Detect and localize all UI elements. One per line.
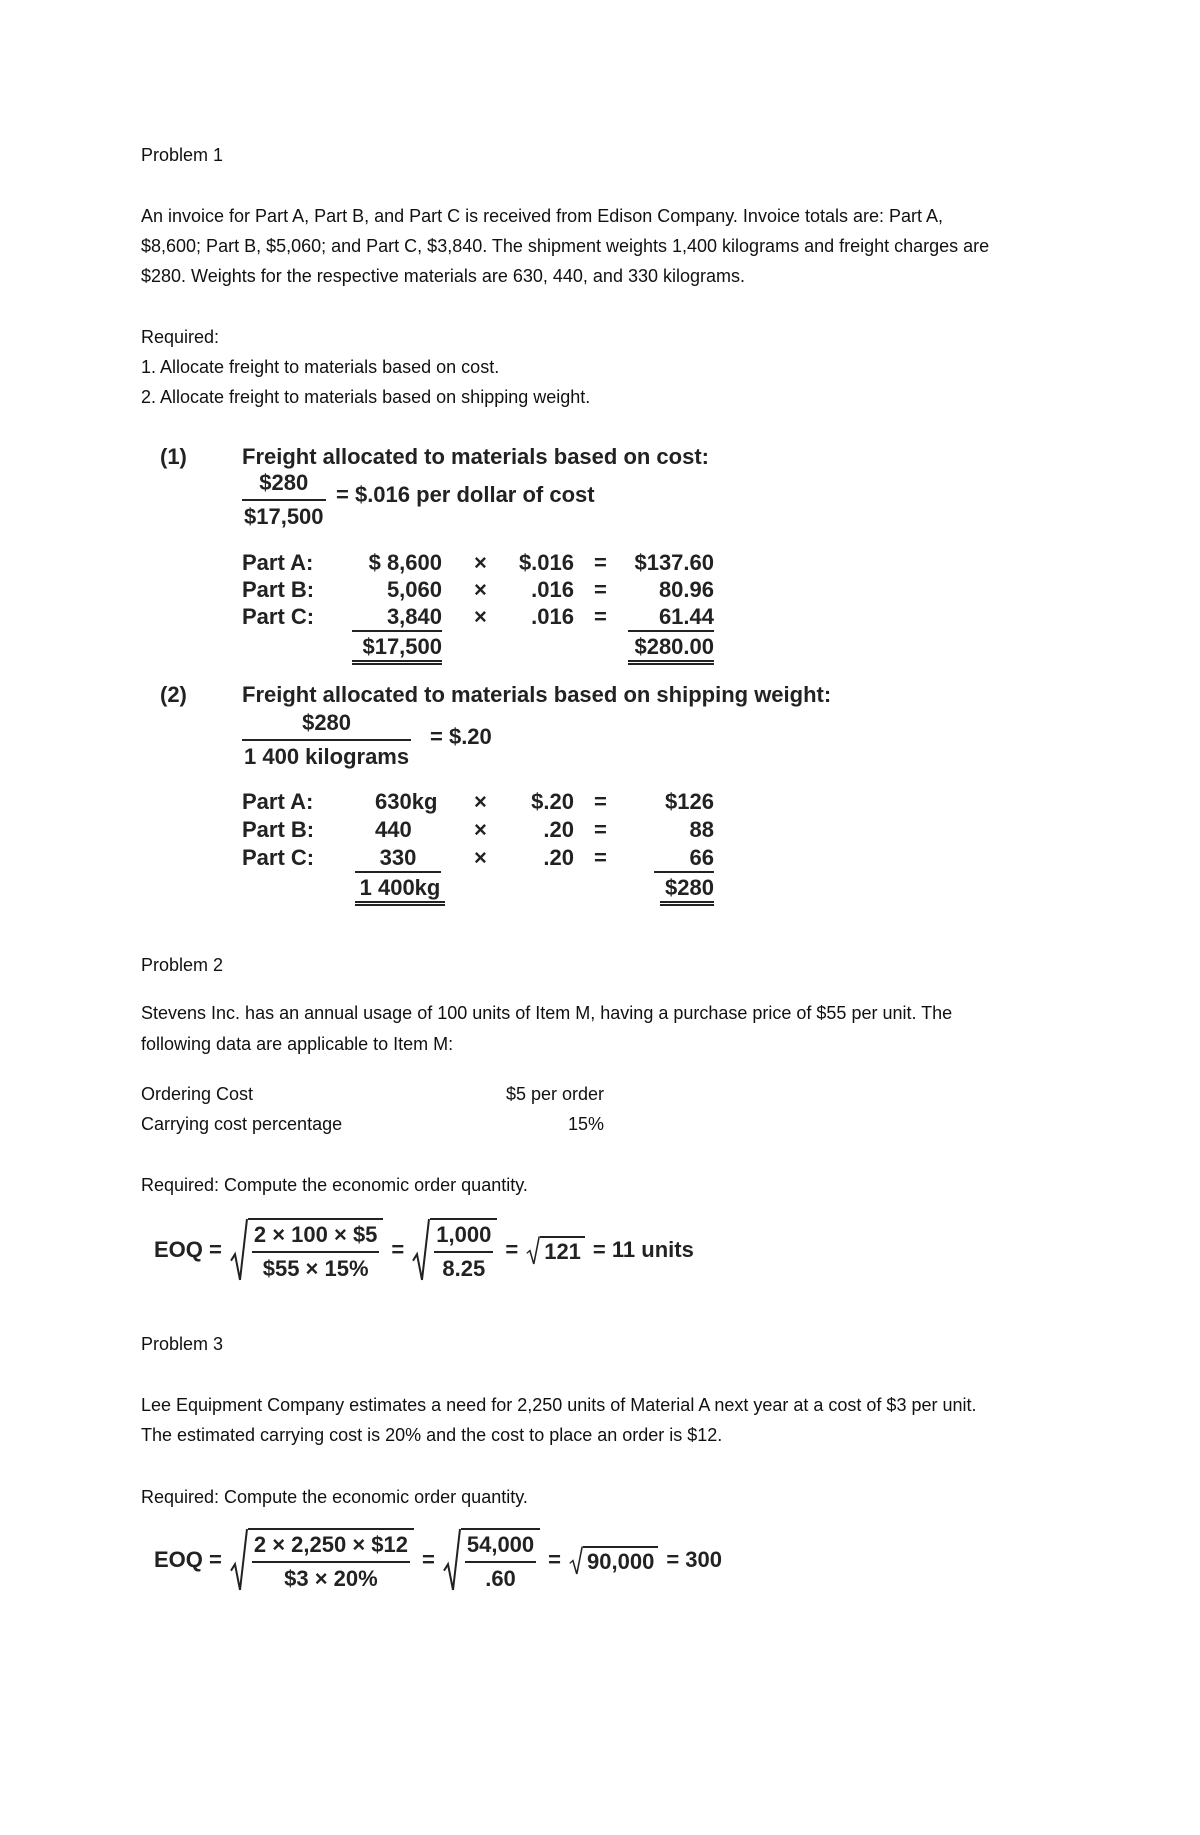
problem2-heading: Problem 2 (141, 955, 224, 975)
equals-sign: = (548, 1547, 562, 1572)
times-sign: × (474, 577, 487, 602)
solution-2-row-label: Part B: (242, 817, 315, 842)
solution-2-fraction-numerator: $280 (242, 710, 411, 741)
problem2-table-value: 15% (567, 1114, 604, 1134)
solution-1-total-result: $280.00 (628, 634, 714, 665)
solution-2-row-rate: .20 (543, 845, 574, 870)
eoq-label: EOQ = (154, 1237, 222, 1262)
solution-2-row-result: 66 (654, 845, 714, 873)
square-root (230, 1528, 414, 1592)
times-sign: × (474, 817, 487, 842)
problem2-eoq-formula (154, 1218, 694, 1282)
problem2-required: Required: Compute the economic order quantity. (141, 1175, 528, 1195)
eoq-denominator: $55 × 15% (262, 1256, 369, 1281)
eoq-numerator: 2 × 2,250 × $12 (252, 1532, 410, 1563)
solution-2-row-rate: .20 (543, 817, 574, 842)
equals-sign: = (594, 817, 607, 842)
equals-sign: = (391, 1237, 405, 1262)
eoq-label: EOQ = (154, 1547, 222, 1572)
times-sign: × (474, 550, 487, 575)
radical-sign-icon (443, 1528, 461, 1592)
eoq-result: = 300 (666, 1547, 722, 1572)
equals-sign: = (422, 1547, 435, 1572)
solution-2-row-amount: 330 (355, 845, 441, 873)
times-sign: × (474, 604, 487, 629)
problem2-table-value: $5 per order (505, 1084, 604, 1104)
square-root (569, 1546, 658, 1575)
problem3-paragraph-line2: The estimated carrying cost is 20% and the cost to place an order is $12. (141, 1425, 723, 1445)
square-root (230, 1218, 384, 1282)
solution-1-row-rate: .016 (531, 577, 574, 602)
solution-1-row-amount: 3,840 (352, 604, 442, 632)
eoq-denominator: 8.25 (442, 1256, 486, 1281)
eoq-numerator: 1,000 (434, 1222, 493, 1253)
times-sign: × (474, 789, 487, 814)
eoq-numerator: 2 × 100 × $5 (252, 1222, 380, 1253)
solution-2-row-amount: 630kg (375, 789, 438, 814)
solution-2-row-label: Part C: (242, 845, 315, 870)
solution-2-total-amount: 1 400kg (355, 875, 445, 906)
eoq-result: = 11 units (592, 1237, 694, 1262)
solution-1-rate-fraction (242, 470, 326, 530)
problem3-required: Required: Compute the economic order quantity. (141, 1487, 528, 1507)
solution-1-row-rate: $.016 (518, 550, 574, 575)
problem3-paragraph-line1: Lee Equipment Company estimates a need for 2,250 units of Material A next year at a cost of $3 per unit. (141, 1395, 977, 1415)
solution-1-number: (1) (160, 444, 187, 469)
solution-2-row-rate: $.20 (531, 789, 574, 814)
solution-2-rate-fraction (242, 710, 411, 770)
radical-sign-icon (412, 1218, 430, 1282)
solution-1-fraction-numerator: $280 (242, 470, 326, 501)
problem1-required-label: Required: (141, 327, 220, 347)
equals-sign: = (505, 1237, 519, 1262)
solution-1-fraction-denominator: $17,500 (244, 504, 324, 529)
problem1-heading: Problem 1 (141, 145, 224, 165)
solution-1-title: Freight allocated to materials based on cost: (242, 444, 709, 469)
solution-2-row-label: Part A: (242, 789, 314, 814)
problem3-eoq-formula (154, 1528, 722, 1592)
square-root (412, 1218, 497, 1282)
solution-1-row-result: 61.44 (628, 604, 714, 632)
problem1-paragraph-line1: An invoice for Part A, Part B, and Part C is received from Edison Company. Invoice totals are: Part A, (141, 206, 944, 226)
problem1-requirement-2: 2. Allocate freight to materials based on shipping weight. (141, 387, 591, 407)
solution-2-row-result: 88 (689, 817, 714, 842)
solution-2-fraction-denominator: 1 400 kilograms (244, 744, 410, 769)
problem2-table-label: Carrying cost percentage (141, 1114, 343, 1134)
problem1-requirement-1: 1. Allocate freight to materials based on cost. (141, 357, 500, 377)
solution-2-row-result: $126 (665, 789, 714, 814)
solution-1-row-amount: $ 8,600 (368, 550, 442, 575)
eoq-denominator: $3 × 20% (284, 1566, 378, 1591)
square-root (443, 1528, 540, 1592)
solution-2-row-amount: 440 (375, 817, 412, 842)
problem1-paragraph-line2: $8,600; Part B, $5,060; and Part C, $3,840. The shipment weights 1,400 kilograms and freight charges are (141, 236, 990, 256)
eoq-root-value: 121 (540, 1236, 585, 1265)
equals-sign: = (594, 577, 607, 602)
radical-sign-icon (526, 1236, 540, 1265)
solution-2-title: Freight allocated to materials based on shipping weight: (242, 682, 832, 707)
solution-1-row-amount: 5,060 (386, 577, 442, 602)
solution-1-total-amount: $17,500 (352, 634, 442, 665)
solution-2-total-result: $280 (660, 875, 714, 906)
radical-sign-icon (230, 1528, 248, 1592)
solution-1-row-label: Part C: (242, 604, 315, 629)
eoq-denominator: .60 (485, 1566, 516, 1591)
times-sign: × (474, 845, 487, 870)
problem2-table-label: Ordering Cost (141, 1084, 254, 1104)
eoq-root-value: 90,000 (583, 1546, 658, 1575)
solution-1-row-result: $137.60 (634, 550, 714, 575)
solution-1-rate-result: = $.016 per dollar of cost (336, 482, 595, 507)
eoq-numerator: 54,000 (465, 1532, 536, 1563)
problem1-paragraph-line3: $280. Weights for the respective materials are 630, 440, and 330 kilograms. (141, 266, 746, 286)
radical-sign-icon (230, 1218, 248, 1282)
equals-sign: = (594, 604, 607, 629)
problem2-paragraph-line2: following data are applicable to Item M: (141, 1034, 454, 1054)
solution-2-number: (2) (160, 682, 187, 707)
solution-2-rate-result: = $.20 (430, 724, 492, 749)
equals-sign: = (594, 845, 607, 870)
solution-1-row-label: Part B: (242, 577, 315, 602)
problem2-paragraph-line1: Stevens Inc. has an annual usage of 100 units of Item M, having a purchase price of $55 per unit. The (141, 1003, 953, 1023)
equals-sign: = (594, 789, 607, 814)
equals-sign: = (594, 550, 607, 575)
radical-sign-icon (569, 1546, 583, 1575)
square-root (526, 1236, 585, 1265)
solution-1-row-label: Part A: (242, 550, 314, 575)
problem3-heading: Problem 3 (141, 1334, 224, 1354)
solution-1-row-result: 80.96 (658, 577, 714, 602)
solution-1-row-rate: .016 (531, 604, 574, 629)
